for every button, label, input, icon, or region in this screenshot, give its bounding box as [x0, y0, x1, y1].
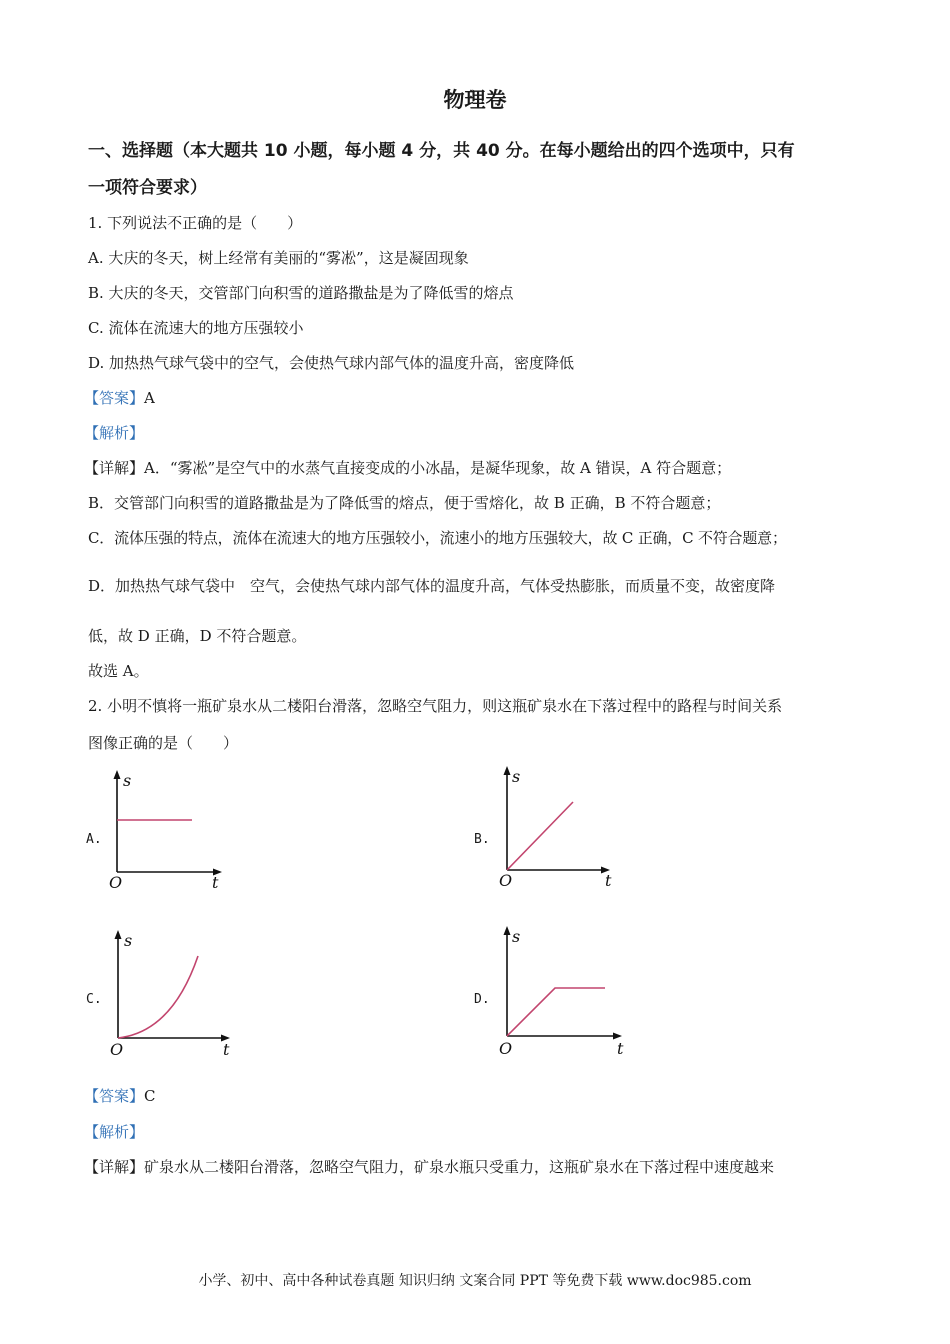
q1-answer-value: A [144, 389, 155, 407]
y-axis-arrow [115, 930, 122, 939]
q2-option-d-graph [490, 924, 630, 1058]
x-axis-label: t [223, 1040, 230, 1059]
y-axis-label: s [123, 771, 132, 790]
q1-option-b: B. 大庆的冬天，交管部门向积雪的道路撒盐是为了降低雪的熔点 [88, 284, 514, 302]
q1-option-d: D. 加热热气球气袋中的空气，会使热气球内部气体的温度升高，密度降低 [88, 354, 575, 372]
q2-stem-line-1: 2. 小明不慎将一瓶矿泉水从二楼阳台滑落，忽略空气阻力，则这瓶矿泉水在下落过程中的路程与时间关系 [88, 697, 783, 715]
q2-analysis [84, 1121, 864, 1143]
q1-conclusion: 故选 A。 [88, 662, 149, 680]
analysis-tag: 【解析】 [84, 1123, 145, 1141]
origin-label: O [499, 871, 513, 890]
q2-option-a-label: A. [86, 832, 102, 847]
q1-option-a: A. 大庆的冬天，树上经常有美丽的“雾凇”，这是凝固现象 [88, 249, 469, 267]
detail-tag: 【详解】 [84, 1158, 145, 1176]
q2-option-b-label: B. [474, 832, 490, 847]
q1-option-c: C. 流体在流速大的地方压强较小 [88, 319, 304, 337]
y-axis-arrow [504, 926, 511, 935]
s-t-curve [507, 988, 605, 1036]
x-axis-label: t [605, 871, 612, 890]
q2-option-d-label: D. [474, 992, 490, 1007]
q1-answer [84, 387, 864, 409]
q1-detail-b: B．交管部门向积雪的道路撒盐是为了降低雪的熔点，便于雪熔化，故 B 正确，B 不符合题意； [88, 494, 721, 512]
q1-analysis [84, 422, 864, 444]
q2-detail-text: 矿泉水从二楼阳台滑落，忽略空气阻力，矿泉水瓶只受重力，这瓶矿泉水在下落过程中速度越来 [144, 1158, 775, 1176]
answer-tag: 【答案】 [84, 1087, 145, 1105]
analysis-tag: 【解析】 [84, 424, 145, 442]
page-title: 物理卷 [443, 88, 507, 112]
y-axis-arrow [504, 766, 511, 775]
q2-answer [84, 1085, 864, 1107]
detail-tag: 【详解】 [84, 459, 145, 477]
x-axis-label: t [212, 873, 219, 892]
origin-label: O [110, 1040, 124, 1059]
y-axis-label: s [512, 927, 521, 946]
q2-option-c-label: C. [86, 992, 102, 1007]
q2-option-b-graph [490, 764, 620, 892]
q1-detail-d: D．加热热气球气袋中 空气，会使热气球内部气体的温度升高，气体受热膨胀，而质量不变，故密度降 [88, 577, 776, 595]
section-heading-line-1: 一、选择题（本大题共 10 小题，每小题 4 分，共 40 分。在每小题给出的四个选项中，只有 [88, 141, 795, 161]
s-t-curve [507, 802, 573, 870]
section-heading-line-2: 一项符合要求） [88, 178, 207, 198]
q2-answer-value: C [144, 1087, 156, 1105]
q1-detail-c: C．流体压强的特点，流体在流速大的地方压强较小，流速小的地方压强较大，故 C 正确，C 不符合题意； [88, 529, 787, 547]
q2-detail [84, 1156, 864, 1178]
page-footer: 小学、初中、高中各种试卷真题 知识归纳 文案合同 PPT 等免费下载 www.doc985.com [198, 1273, 752, 1289]
q2-option-c-graph [102, 928, 242, 1058]
origin-label: O [499, 1039, 513, 1058]
q2-stem-line-2: 图像正确的是（ ） [88, 734, 239, 752]
y-axis-arrow [114, 770, 121, 779]
x-axis-label: t [617, 1039, 624, 1058]
y-axis-label: s [512, 767, 521, 786]
answer-tag: 【答案】 [84, 389, 145, 407]
y-axis-label: s [124, 931, 133, 950]
q1-detail-a-text: A．“雾凇”是空气中的水蒸气直接变成的小冰晶，是凝华现象，故 A 错误，A 符合题意； [144, 459, 732, 477]
q1-stem: 1. 下列说法不正确的是（ ） [88, 214, 303, 232]
q1-detail-d-cont: 低，故 D 正确，D 不符合题意。 [88, 627, 307, 645]
q1-detail-a [84, 457, 864, 479]
s-t-curve [118, 956, 198, 1038]
origin-label: O [109, 873, 123, 892]
q2-option-a-graph [100, 768, 230, 893]
